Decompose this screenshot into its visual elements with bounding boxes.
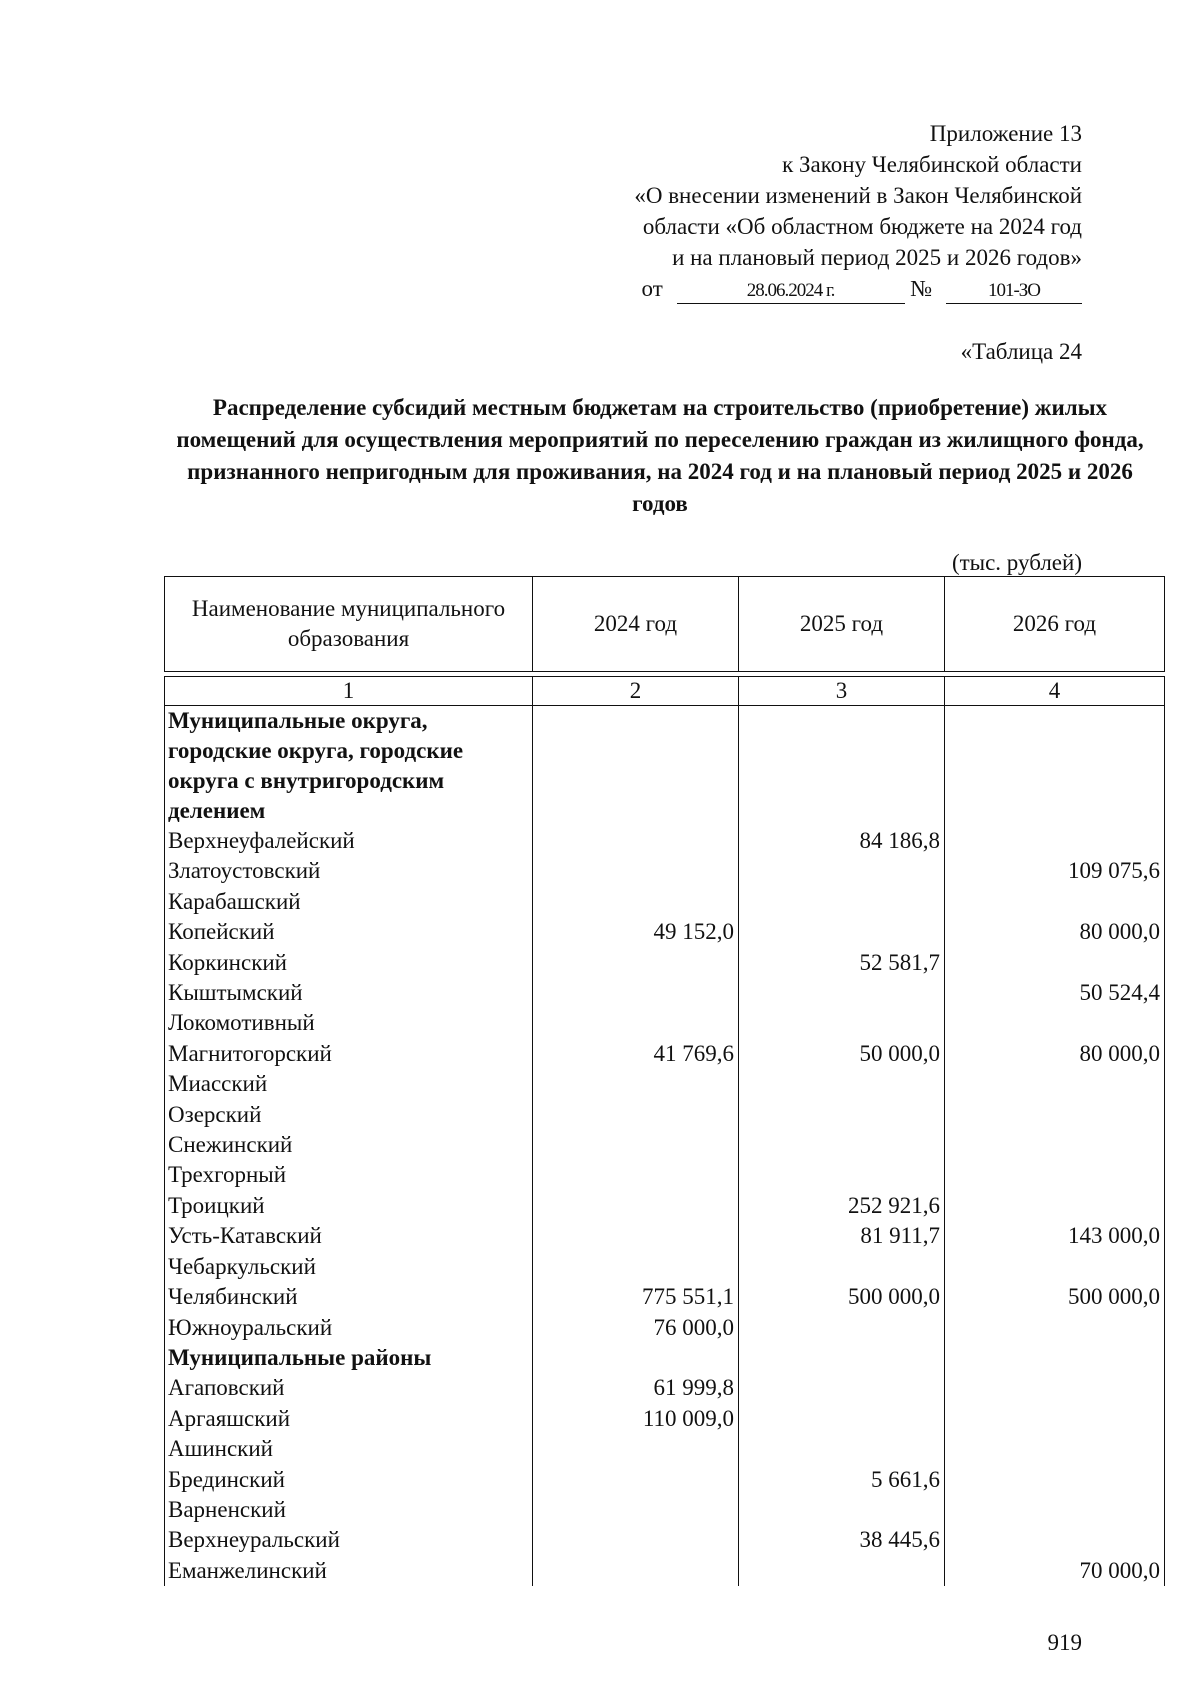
value-2025: [739, 1252, 945, 1282]
section-row: [165, 706, 1165, 827]
value-2025: [739, 1100, 945, 1130]
document-title: Распределение субсидий местным бюджетам на строительство (приобретение) жилых помещений для осуществления мероприятий по переселению граждан из жилищного фонда, признанного непригодным для проживания, на 2024 год и на плановый период 2025 и 2026 годов: [176, 395, 1144, 516]
municipality-name: Троицкий: [165, 1191, 533, 1221]
table-row: [165, 1495, 1165, 1525]
value-2026: [945, 1495, 1165, 1525]
value-2025: 84 186,8: [739, 826, 945, 856]
value-2024: [533, 1008, 739, 1038]
empty-cell: [739, 706, 945, 827]
municipality-name: Магнитогорский: [165, 1039, 533, 1069]
table-row: [165, 1160, 1165, 1190]
table-row: [165, 1100, 1165, 1130]
value-2025: [739, 856, 945, 886]
table-row: [165, 1465, 1165, 1495]
municipality-name: Кыштымский: [165, 978, 533, 1008]
municipality-name: Агаповский: [165, 1373, 533, 1403]
table-row: [165, 1191, 1165, 1221]
value-2026: [945, 948, 1165, 978]
table-row: [165, 1373, 1165, 1403]
page-number: 919: [1047, 1630, 1082, 1655]
value-2026: 80 000,0: [945, 917, 1165, 947]
value-2024: [533, 1495, 739, 1525]
law-date: 28.06.2024 г.: [677, 279, 905, 304]
value-2026: [945, 887, 1165, 917]
empty-cell: [739, 1343, 945, 1373]
empty-cell: [533, 706, 739, 827]
table-row: [165, 948, 1165, 978]
column-number: 1: [165, 677, 533, 706]
value-2024: 41 769,6: [533, 1039, 739, 1069]
value-2024: [533, 1525, 739, 1555]
table-row: [165, 917, 1165, 947]
table-row: [165, 856, 1165, 886]
table-row: [165, 887, 1165, 917]
value-2026: 500 000,0: [945, 1282, 1165, 1312]
appendix-line: области «Об областном бюджете на 2024 год: [642, 214, 1082, 239]
table-label: «Таблица 24: [960, 339, 1082, 364]
municipality-name: Трехгорный: [165, 1160, 533, 1190]
value-2025: 252 921,6: [739, 1191, 945, 1221]
value-2024: [533, 856, 739, 886]
value-2024: [533, 826, 739, 856]
value-2026: [945, 1525, 1165, 1555]
table-row: [165, 1069, 1165, 1099]
municipality-name: Копейский: [165, 917, 533, 947]
value-2025: [739, 1160, 945, 1190]
value-2026: [945, 1434, 1165, 1464]
value-2024: [533, 1221, 739, 1251]
table-row: [165, 1313, 1165, 1343]
table-header-row: [165, 577, 1165, 672]
value-2025: [739, 917, 945, 947]
value-2024: 76 000,0: [533, 1313, 739, 1343]
value-2026: [945, 1130, 1165, 1160]
municipality-name: Челябинский: [165, 1282, 533, 1312]
value-2024: 49 152,0: [533, 917, 739, 947]
value-2024: [533, 978, 739, 1008]
header-2025: 2025 год: [739, 577, 945, 672]
municipality-name: Ашинский: [165, 1434, 533, 1464]
table-row: [165, 1556, 1165, 1586]
value-2025: 50 000,0: [739, 1039, 945, 1069]
number-label: №: [910, 276, 933, 301]
table-row: [165, 1008, 1165, 1038]
value-2025: 5 661,6: [739, 1465, 945, 1495]
municipality-name: Южноуральский: [165, 1313, 533, 1343]
municipality-name: Усть-Катавский: [165, 1221, 533, 1251]
appendix-line: Приложение 13: [929, 121, 1082, 146]
value-2024: [533, 1160, 739, 1190]
column-number: 2: [533, 677, 739, 706]
table-row: [165, 1221, 1165, 1251]
appendix-line: и на плановый период 2025 и 2026 годов»: [672, 245, 1082, 270]
municipality-name: Верхнеуфалейский: [165, 826, 533, 856]
municipality-name: Снежинский: [165, 1130, 533, 1160]
table-row: [165, 1282, 1165, 1312]
value-2025: 38 445,6: [739, 1525, 945, 1555]
column-number: 3: [739, 677, 945, 706]
section-row: [165, 1343, 1165, 1373]
table-row: [165, 1039, 1165, 1069]
value-2026: [945, 1191, 1165, 1221]
municipality-name: Коркинский: [165, 948, 533, 978]
municipality-name: Чебаркульский: [165, 1252, 533, 1282]
column-number: 4: [945, 677, 1165, 706]
value-2026: [945, 1160, 1165, 1190]
value-2025: [739, 1434, 945, 1464]
value-2024: [533, 1100, 739, 1130]
value-2026: [945, 1008, 1165, 1038]
value-2025: [739, 978, 945, 1008]
value-2024: [533, 887, 739, 917]
value-2025: 500 000,0: [739, 1282, 945, 1312]
table-row: [165, 1434, 1165, 1464]
appendix-header: [634, 118, 1082, 304]
value-2025: 81 911,7: [739, 1221, 945, 1251]
value-2026: [945, 1100, 1165, 1130]
value-2025: [739, 1313, 945, 1343]
municipality-name: Локомотивный: [165, 1008, 533, 1038]
value-2025: [739, 1008, 945, 1038]
municipality-name: Верхнеуральский: [165, 1525, 533, 1555]
value-2025: 52 581,7: [739, 948, 945, 978]
municipality-name: Миасский: [165, 1069, 533, 1099]
municipality-name: Брединский: [165, 1465, 533, 1495]
table-row: [165, 826, 1165, 856]
value-2024: 61 999,8: [533, 1373, 739, 1403]
table-row: [165, 1404, 1165, 1434]
value-2024: [533, 1069, 739, 1099]
section-title: Муниципальные округа, городские округа, городские округа с внутригородским делением: [165, 706, 533, 827]
municipality-name: Карабашский: [165, 887, 533, 917]
value-2025: [739, 1373, 945, 1403]
value-2024: 110 009,0: [533, 1404, 739, 1434]
value-2026: 109 075,6: [945, 856, 1165, 886]
value-2026: [945, 1252, 1165, 1282]
value-2026: [945, 1404, 1165, 1434]
value-2024: [533, 1465, 739, 1495]
law-number: 101-ЗО: [946, 279, 1082, 304]
section-title: Муниципальные районы: [165, 1343, 533, 1373]
value-2025: [739, 887, 945, 917]
subsidy-table: [164, 576, 1165, 1586]
value-2026: [945, 826, 1165, 856]
value-2026: [945, 1465, 1165, 1495]
table-row: [165, 978, 1165, 1008]
value-2026: 50 524,4: [945, 978, 1165, 1008]
units-label: (тыс. рублей): [951, 550, 1082, 575]
empty-cell: [945, 1343, 1165, 1373]
value-2025: [739, 1404, 945, 1434]
municipality-name: Еманжелинский: [165, 1556, 533, 1586]
value-2024: [533, 1252, 739, 1282]
table-row: [165, 1525, 1165, 1555]
value-2025: [739, 1556, 945, 1586]
law-date-number-line: [634, 273, 1082, 304]
value-2024: [533, 1191, 739, 1221]
value-2024: [533, 1434, 739, 1464]
value-2025: [739, 1069, 945, 1099]
value-2026: 143 000,0: [945, 1221, 1165, 1251]
value-2026: 80 000,0: [945, 1039, 1165, 1069]
municipality-name: Златоустовский: [165, 856, 533, 886]
municipality-name: Варненский: [165, 1495, 533, 1525]
municipality-name: Озерский: [165, 1100, 533, 1130]
empty-cell: [533, 1343, 739, 1373]
value-2024: [533, 1556, 739, 1586]
header-2024: 2024 год: [533, 577, 739, 672]
value-2024: [533, 1130, 739, 1160]
municipality-name: Аргаяшский: [165, 1404, 533, 1434]
value-2026: [945, 1069, 1165, 1099]
value-2026: [945, 1373, 1165, 1403]
header-municipality: Наименование муниципального образования: [165, 577, 533, 672]
column-number-row: [165, 677, 1165, 706]
value-2026: 70 000,0: [945, 1556, 1165, 1586]
header-2026: 2026 год: [945, 577, 1165, 672]
table-row: [165, 1130, 1165, 1160]
from-label: от: [641, 276, 663, 301]
value-2025: [739, 1130, 945, 1160]
value-2026: [945, 1313, 1165, 1343]
value-2024: [533, 948, 739, 978]
empty-cell: [945, 706, 1165, 827]
value-2024: 775 551,1: [533, 1282, 739, 1312]
value-2025: [739, 1495, 945, 1525]
table-row: [165, 1252, 1165, 1282]
appendix-line: «О внесении изменений в Закон Челябинской: [634, 183, 1082, 208]
table-body: [165, 706, 1165, 1587]
appendix-line: к Закону Челябинской области: [782, 152, 1082, 177]
